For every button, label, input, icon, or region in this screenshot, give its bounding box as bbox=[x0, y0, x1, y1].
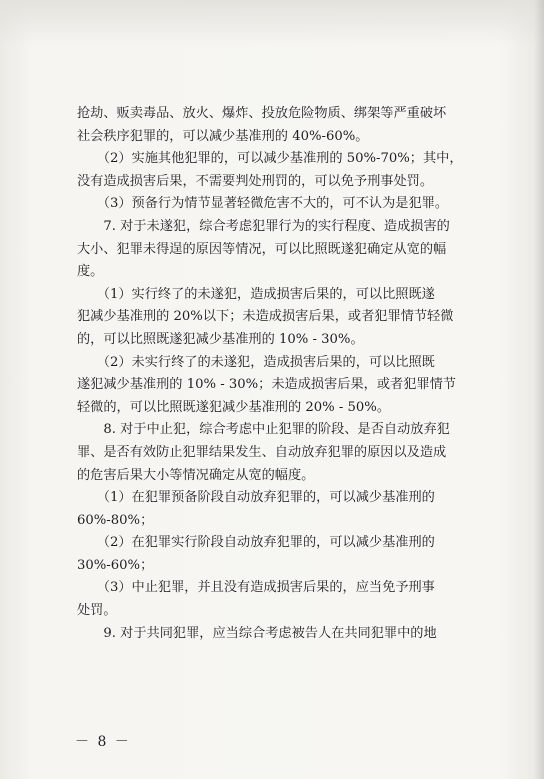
text-line: 60%-80%； bbox=[77, 512, 154, 528]
text-line: 处罚。 bbox=[77, 603, 117, 619]
text-line: （3）预备行为情节显著轻微危害不大的，可不认为是犯罪。 bbox=[77, 196, 449, 212]
text-line: （1）在犯罪预备阶段自动放弃犯罪的，可以减少基准刑的 bbox=[77, 490, 435, 506]
text-line: 抢劫、贩卖毒品、放火、爆炸、投放危险物质、绑架等严重破坏 bbox=[77, 106, 447, 121]
text-line: 的危害后果大小等情况确定从宽的幅度。 bbox=[77, 467, 315, 483]
text-line: 遂犯减少基准刑的 10% - 30%；未造成损害后果，或者犯罪情节 bbox=[77, 377, 456, 393]
page-number: － 8 － bbox=[75, 734, 131, 750]
text-line: （3）中止犯罪，并且没有造成损害后果的，应当免予刑事 bbox=[77, 580, 435, 596]
text-line: 度。 bbox=[77, 264, 104, 280]
text-line: 犯减少基准刑的 20%以下；未造成损害后果，或者犯罪情节轻微 bbox=[77, 309, 454, 325]
scan-shadow bbox=[0, 0, 544, 46]
page-edge-shadow bbox=[534, 0, 544, 779]
text-line: 罪、是否有效防止犯罪结果发生、自动放弃犯罪的原因以及造成 bbox=[77, 444, 447, 460]
text-line: 9. 对于共同犯罪，应当综合考虑被告人在共同犯罪中的地 bbox=[77, 625, 437, 641]
text-line: 30%-60%； bbox=[77, 557, 154, 573]
text-line: （2）在犯罪实行阶段自动放弃犯罪的，可以减少基准刑的 bbox=[77, 535, 435, 551]
body-text bbox=[77, 103, 485, 645]
text-line: （2）实施其他犯罪的，可以减少基准刑的 50%-70%；其中， bbox=[77, 151, 463, 167]
text-line: 7. 对于未遂犯，综合考虑犯罪行为的实行程度、造成损害的 bbox=[77, 218, 450, 234]
text-line: 社会秩序犯罪的，可以减少基准刑的 40%-60%。 bbox=[77, 128, 369, 144]
text-line: 的，可以比照既遂犯减少基准刑的 10% - 30%。 bbox=[77, 331, 364, 347]
text-line: 8. 对于中止犯，综合考虑中止犯罪的阶段、是否自动放弃犯 bbox=[77, 422, 450, 438]
text-line: （1）实行终了的未遂犯，造成损害后果的，可以比照既遂 bbox=[77, 286, 435, 302]
text-line: （2）未实行终了的未遂犯，造成损害后果的，可以比照既 bbox=[77, 354, 435, 370]
text-line: 没有造成损害后果，不需要判处刑罚的，可以免予刑事处罚。 bbox=[77, 173, 434, 189]
text-line: 大小、犯罪未得逞的原因等情况，可以比照既遂犯确定从宽的幅 bbox=[77, 241, 447, 257]
text-line: 轻微的，可以比照既遂犯减少基准刑的 20% - 50%。 bbox=[77, 399, 391, 415]
